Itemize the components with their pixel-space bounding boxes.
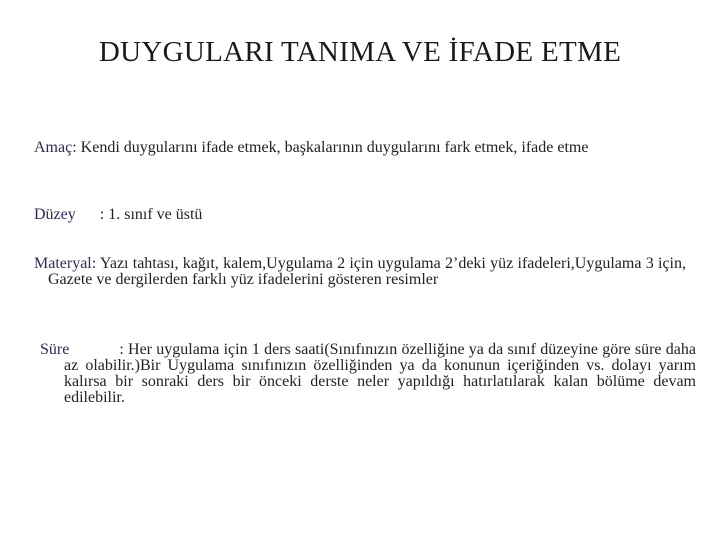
amac-label: Amaç: [34,139,77,156]
amac-paragraph [34,140,686,156]
materyal-text: Yazı tahtası, kağıt, kalem,Uygulama 2 için uygulama 2’deki yüz ifadeleri,Uygulama 3 için, Gazete ve dergilerden farklı yüz ifadelerini gösteren resimler [48,255,686,288]
materyal-label: Materyal: [34,255,97,272]
duzey-text: : 1. sınıf ve üstü [99,206,203,223]
sure-label: Süre [40,341,70,358]
sure-paragraph [40,342,696,406]
page-title: DUYGULARI TANIMA VE İFADE ETME [98,36,622,68]
materyal-paragraph [34,256,686,288]
duzey-label: Düzey [34,206,76,223]
sure-text: : Her uygulama için 1 ders saati(Sınıfınızın özelliğine ya da sınıf düzeyine göre süre daha az olabilir.)Bir Uygulama sınıfınızın özelliğinden ya da konunun içeriğinden vs. dolayı yarım kalırsa bir sonraki ders bir önceki derste neler yapıldığı hatırlatılarak kalan bölüme devam edilebilir. [64,341,696,406]
amac-text: Kendi duygularını ifade etmek, başkalarının duygularını fark etmek, ifade etme [76,139,589,156]
duzey-paragraph [34,207,672,223]
